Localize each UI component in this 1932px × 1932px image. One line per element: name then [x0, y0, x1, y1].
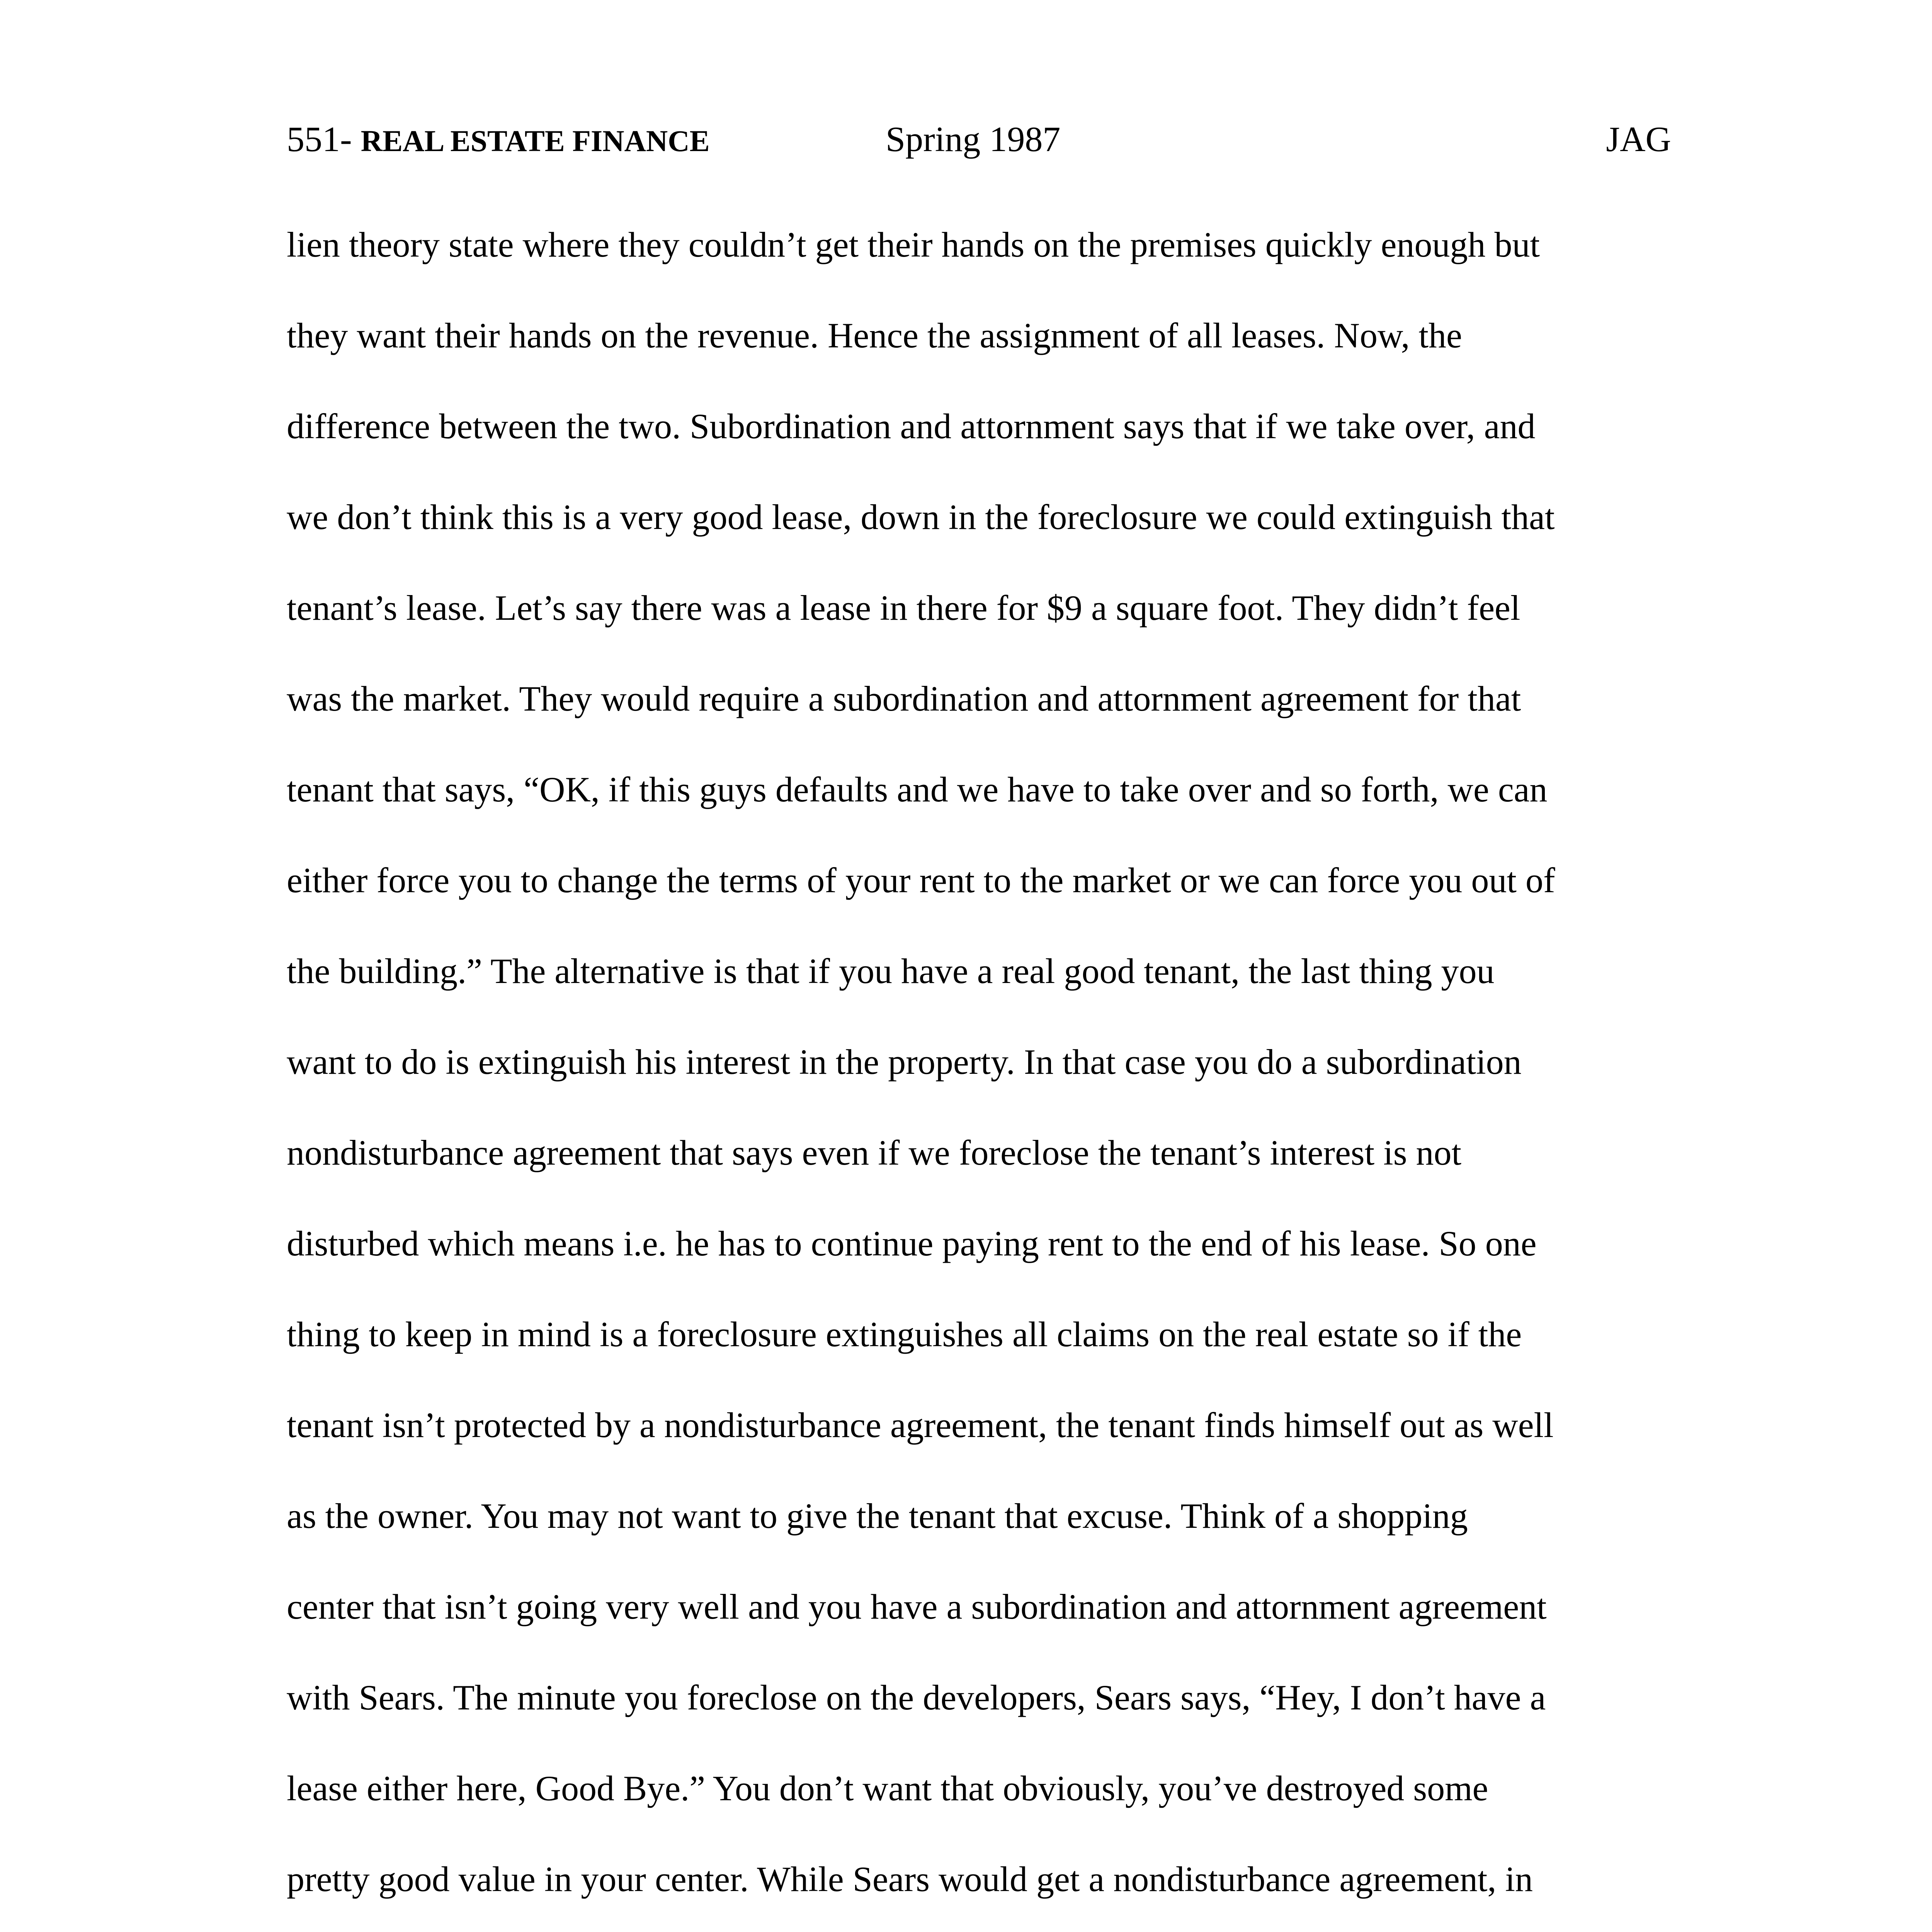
page-header	[0, 116, 1932, 162]
course-number: 551-	[287, 119, 352, 159]
text-line: disturbed which means i.e. he has to continue paying rent to the end of his lease. So one	[287, 1224, 1537, 1263]
text-line: tenant isn’t protected by a nondisturbance agreement, the tenant finds himself out as well	[287, 1405, 1554, 1445]
text-line: difference between the two. Subordination and attornment says that if we take over, and	[287, 406, 1536, 446]
author-initials: JAG	[1606, 119, 1671, 159]
text-line: lien theory state where they couldn’t get their hands on the premises quickly enough but	[287, 225, 1540, 264]
course-heading	[287, 116, 710, 164]
text-line: center that isn’t going very well and you have a subordination and attornment agreement	[287, 1587, 1547, 1626]
text-line: tenant’s lease. Let’s say there was a lease in there for $9 a square foot. They didn’t feel	[287, 588, 1520, 628]
text-line: they want their hands on the revenue. Hence the assignment of all leases. Now, the	[287, 316, 1462, 355]
text-line: we don’t think this is a very good lease, down in the foreclosure we could extinguish that	[287, 497, 1555, 537]
text-line: pretty good value in your center. While Sears would get a nondisturbance agreement, in	[287, 1859, 1533, 1899]
text-line: either force you to change the terms of your rent to the market or we can force you out of	[287, 861, 1555, 900]
transcript-body	[287, 223, 1685, 1932]
text-line: nondisturbance agreement that says even if we foreclose the tenant’s interest is not	[287, 1133, 1462, 1172]
text-line: as the owner. You may not want to give the tenant that excuse. Think of a shopping	[287, 1496, 1468, 1536]
text-line: with Sears. The minute you foreclose on the developers, Sears says, “Hey, I don’t have a	[287, 1678, 1546, 1717]
text-line: the building.” The alternative is that if you have a real good tenant, the last thing you	[287, 951, 1495, 991]
text-line: lease either here, Good Bye.” You don’t want that obviously, you’ve destroyed some	[287, 1769, 1488, 1808]
text-line: want to do is extinguish his interest in the property. In that case you do a subordination	[287, 1042, 1522, 1082]
course-title: REAL ESTATE FINANCE	[361, 124, 710, 158]
text-line: was the market. They would require a subordination and attornment agreement for that	[287, 679, 1521, 718]
text-line: thing to keep in mind is a foreclosure extinguishes all claims on the real estate so if the	[287, 1315, 1522, 1354]
text-line: tenant that says, “OK, if this guys defaults and we have to take over and so forth, we can	[287, 770, 1548, 809]
term-label: Spring 1987	[886, 119, 1061, 159]
